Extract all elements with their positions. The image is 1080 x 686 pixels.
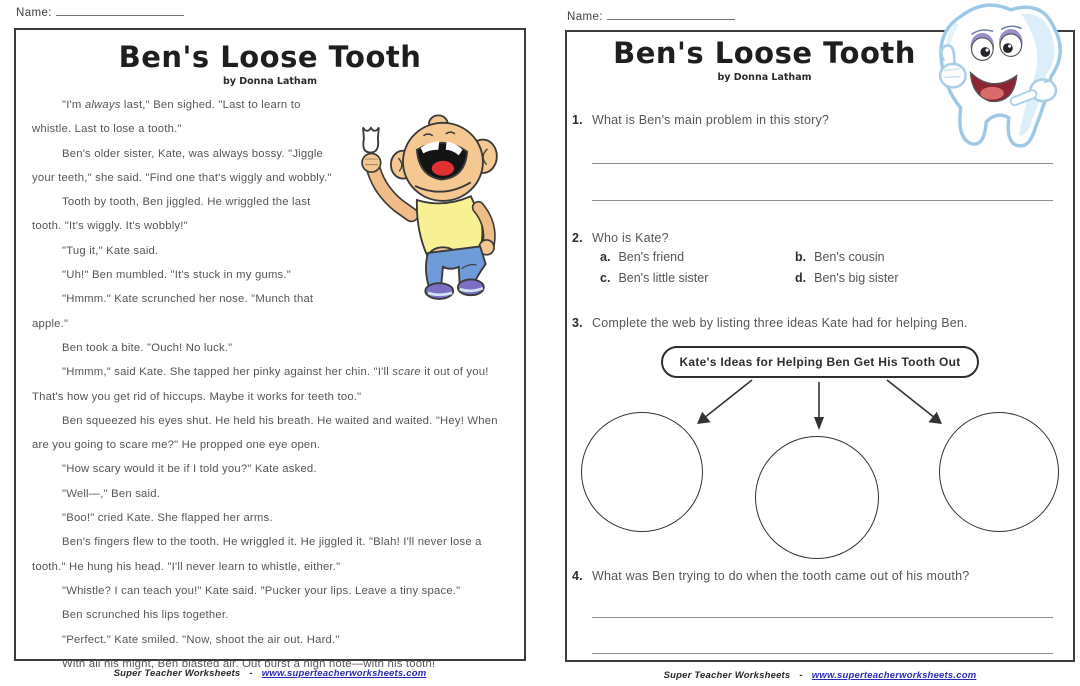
question-number: 3. [572, 316, 583, 330]
story-paragraph: Ben squeezed his eyes shut. He held his breath. He waited and waited. "Hey! When are you going to scare me?" He propped one eye open. [32, 414, 498, 452]
choice-d[interactable] [795, 271, 898, 285]
footer-right [565, 670, 1075, 681]
choice-text: Ben's cousin [814, 250, 885, 264]
web-circle-1[interactable] [581, 412, 703, 532]
question-2 [572, 231, 669, 245]
question-text: What was Ben trying to do when the tooth came out of his mouth? [592, 569, 970, 583]
choice-c[interactable] [600, 271, 795, 285]
choice-text: Ben's big sister [814, 271, 899, 285]
name-field-right [567, 8, 735, 23]
question-3 [572, 316, 968, 330]
byline: by Donna Latham [222, 76, 318, 87]
story-paragraph: "Hmmm," said Kate. She tapped her pinky against her chin. "I'll scare it out of you! That's how you get rid of hiccups. Maybe it works for teeth too." [32, 366, 489, 403]
choice-text: Ben's friend [618, 250, 685, 264]
choice-a[interactable] [600, 250, 795, 264]
name-input-line[interactable] [56, 4, 184, 16]
name-label: Name: [567, 11, 603, 23]
footer-left [14, 668, 526, 679]
tooth-mascot-icon [926, 0, 1074, 162]
story-paragraph: Tooth by tooth, Ben jiggled. He wriggled the last tooth. "It's wiggly. It's wobbly!" [32, 196, 311, 233]
web-circle-2[interactable] [755, 436, 879, 559]
story-paragraph: "Perfect." Kate smiled. "Now, shoot the air out. Hard." [62, 633, 340, 646]
question-1 [572, 113, 829, 127]
story-paragraph: "Uh!" Ben mumbled. "It's stuck in my gums." [62, 269, 291, 282]
q2-choices [600, 250, 898, 285]
story-paragraph: Ben scrunched his lips together. [62, 609, 229, 622]
choice-text: Ben's little sister [618, 271, 709, 285]
story-paragraph: "Well—," Ben said. [62, 487, 161, 500]
footer-link[interactable]: www.superteacherworksheets.com [261, 668, 427, 679]
choice-letter: b. [795, 250, 807, 264]
choice-letter: c. [600, 271, 611, 285]
choice-b[interactable] [795, 250, 898, 264]
answer-line[interactable] [592, 653, 1053, 654]
page-title: Ben's Loose Tooth [118, 40, 422, 74]
choice-letter: d. [795, 271, 807, 285]
tooth-illustration [926, 0, 1074, 162]
footer-brand: Super Teacher Worksheets [113, 668, 241, 679]
web-title-text: Kate's Ideas for Helping Ben Get His Tooth Out [679, 355, 961, 369]
question-text: What is Ben's main problem in this story? [592, 113, 830, 127]
question-number: 1. [572, 113, 583, 127]
answer-line[interactable] [592, 617, 1053, 618]
footer-separator: - [799, 670, 803, 681]
answer-line[interactable] [592, 163, 1053, 164]
story-page [14, 28, 526, 670]
question-number: 2. [572, 231, 583, 245]
page-title: Ben's Loose Tooth [613, 36, 916, 70]
story-paragraph: Ben took a bite. "Ouch! No luck." [62, 341, 233, 354]
footer-link[interactable]: www.superteacherworksheets.com [811, 670, 977, 681]
story-paragraph: Ben's older sister, Kate, was always bossy. "Jiggle your teeth," she said. "Find one that's wiggly and wobbly." [32, 147, 332, 184]
boy-illustration [350, 107, 508, 305]
web-title-pill [661, 346, 978, 378]
footer-separator: - [249, 668, 253, 679]
story-text [32, 93, 508, 676]
story-paragraph: "Tug it," Kate said. [62, 244, 159, 257]
choice-letter: a. [600, 250, 611, 264]
story-paragraph: "Whistle? I can teach you!" Kate said. "Pucker your lips. Leave a tiny space." [62, 584, 461, 597]
story-paragraph: "Hmmm." Kate scrunched her nose. "Munch that apple." [32, 293, 314, 330]
question-text: Who is Kate? [592, 231, 669, 245]
story-paragraph: With all his might, Ben blasted air. Out burst a high note—with his tooth! [62, 657, 436, 670]
answer-line[interactable] [592, 200, 1053, 201]
name-field-left [16, 4, 184, 19]
question-4 [572, 569, 969, 583]
cartoon-boy-icon [350, 107, 508, 305]
question-number: 4. [572, 569, 583, 583]
footer-brand: Super Teacher Worksheets [663, 670, 791, 681]
story-paragraph: "How scary would it be if I told you?" Kate asked. [62, 463, 317, 476]
byline: by Donna Latham [717, 72, 812, 83]
web-circle-3[interactable] [939, 412, 1059, 532]
question-text: Complete the web by listing three ideas Kate had for helping Ben. [592, 316, 968, 330]
story-paragraph: Ben's fingers flew to the tooth. He wriggled it. He jiggled it. "Blah! I'll never lose a tooth." He hung his head. "I'll never learn to whistle, either." [32, 536, 482, 573]
name-label: Name: [16, 7, 52, 19]
story-paragraph: "I'm always last," Ben sighed. "Last to learn to whistle. Last to lose a tooth." [32, 99, 301, 136]
name-input-line[interactable] [607, 8, 735, 20]
story-paragraph: "Boo!" cried Kate. She flapped her arms. [62, 512, 273, 525]
